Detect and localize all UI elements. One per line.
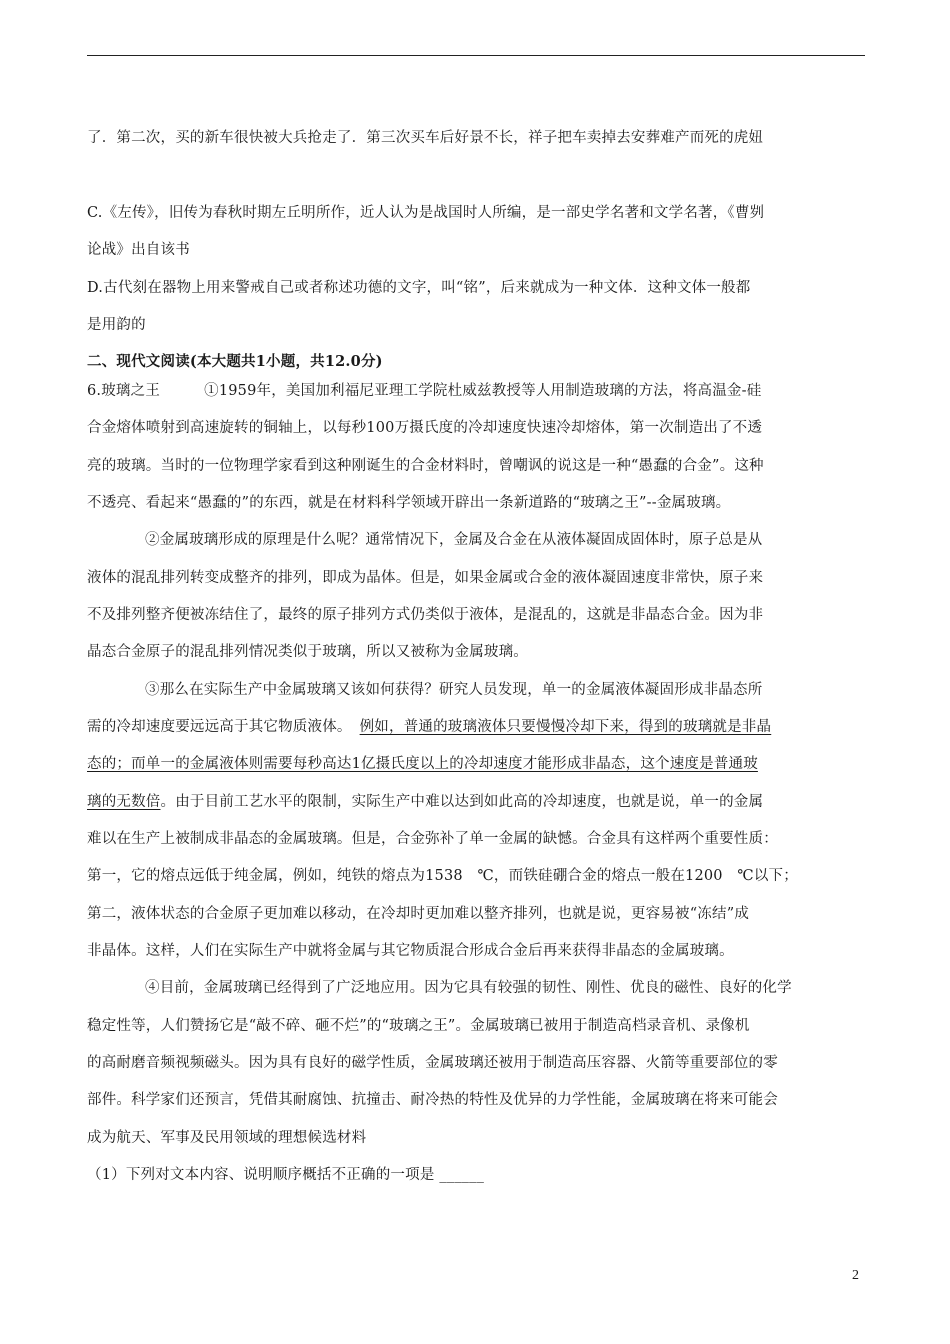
passage-line: 非晶体。这样，人们在实际生产中就将金属与其它物质混合形成合金后再来获得非晶态的金属玻璃。 [87,943,734,959]
page-number: 2 [852,1268,859,1283]
passage-line: 部件。科学家们还预言，凭借其耐腐蚀、抗撞击、耐冷热的特性及优异的力学性能，金属玻璃在将来可能会 [87,1092,778,1108]
passage-line: 稳定性等，人们赞扬它是“敲不碎、砸不烂”的“玻璃之王”。金属玻璃已被用于制造高档录音机、录像机 [87,1018,750,1034]
passage-line: 不透亮、看起来“愚蠢的”的东西，就是在材料科学领域开辟出一条新道路的“玻璃之王”--金属玻璃。 [87,495,731,511]
passage-line: ④目前，金属玻璃已经得到了广泛地应用。因为它具有较强的韧性、刚性、优良的磁性、良好的化学 [145,980,792,996]
passage-line: 成为航天、军事及民用领域的理想候选材料 [87,1130,367,1146]
passage-line: 液体的混乱排列转变成整齐的排列，即成为晶体。但是，如果金属或合金的液体凝固速度非常快，原子来 [87,570,764,586]
passage-line: 晶态合金原子的混乱排列情况类似于玻璃，所以又被称为金属玻璃。 [87,644,528,660]
passage-text: 。由于目前工艺水平的限制，实际生产中难以达到如此高的冷却速度，也就是说，单一的金属 [160,794,764,810]
passage-line: 不及排列整齐便被冻结住了，最终的原子排列方式仍类似于液体，是混乱的，这就是非晶态合金。因为非 [87,607,764,623]
passage-line: 难以在生产上被制成非晶态的金属玻璃。但是，合金弥补了单一金属的缺憾。合金具有这样两个重要性质： [87,831,778,847]
passage-line: 第一，它的熔点远低于纯金属，例如，纯铁的熔点为1538 ℃，而铁硅硼合金的熔点一般在1200 ℃以下； [87,868,798,884]
underlined-sentence: 态的；而单一的金属液体则需要每秒高达1亿摄氏度以上的冷却速度才能形成非晶态，这个速度是普通玻 [87,756,758,772]
passage-line: 亮的玻璃。当时的一位物理学家看到这种刚诞生的合金材料时，曾嘲讽的说这是一种“愚蠢的合金”。这种 [87,458,764,474]
text-line: 了．第二次，买的新车很快被大兵抢走了．第三次买车后好景不长，祥子把车卖掉去安葬难产而死的虎妞 [87,130,764,146]
passage-line: 的高耐磨音频视频磁头。因为具有良好的磁学性质，金属玻璃还被用于制造高压容器、火箭等重要部位的零 [87,1055,778,1071]
passage-line [87,792,877,812]
passage-line: ③那么在实际生产中金属玻璃又该如何获得？研究人员发现，单一的金属液体凝固形成非晶态所 [145,682,763,698]
passage-line: 合金熔体喷射到高速旋转的铜轴上，以每秒100万摄氏度的冷却速度快速冷却熔体，第一次制造出了不透 [87,420,763,436]
passage-line: ②金属玻璃形成的原理是什么呢？通常情况下，金属及合金在从液体凝固成固体时，原子总是从 [145,532,763,548]
option-d-line: D.古代刻在器物上用来警戒自己或者称述功德的文字，叫“铭”，后来就成为一种文体．这种文体一般都 [87,280,751,296]
option-c-line: C.《左传》，旧传为春秋时期左丘明所作，近人认为是战国时人所编，是一部史学名著和文学名著，《曹刿 [87,205,765,221]
option-c-line: 论战》出自该书 [87,242,190,258]
question-1: （1）下列对文本内容、说明顺序概括不正确的一项是 ______ [87,1167,485,1183]
passage-line: 6.玻璃之王 ①1959年，美国加利福尼亚理工学院杜威兹教授等人用制造玻璃的方法，将高温金-硅 [87,383,762,399]
underlined-sentence: 璃的无数倍 [87,794,161,810]
header-rule [87,55,865,56]
section-heading: 二、现代文阅读(本大题共1小题，共12.0分) [87,353,383,370]
passage-line [87,717,877,737]
passage-text: 需的冷却速度要远远高于其它物质液体。 [87,719,352,735]
option-d-line: 是用韵的 [87,317,146,333]
passage-line: 第二，液体状态的合金原子更加难以移动，在冷却时更加难以整齐排列，也就是说，更容易被“冻结”成 [87,906,750,922]
underlined-sentence: 例如，普通的玻璃液体只要慢慢冷却下来，得到的玻璃就是非晶 [359,719,772,735]
